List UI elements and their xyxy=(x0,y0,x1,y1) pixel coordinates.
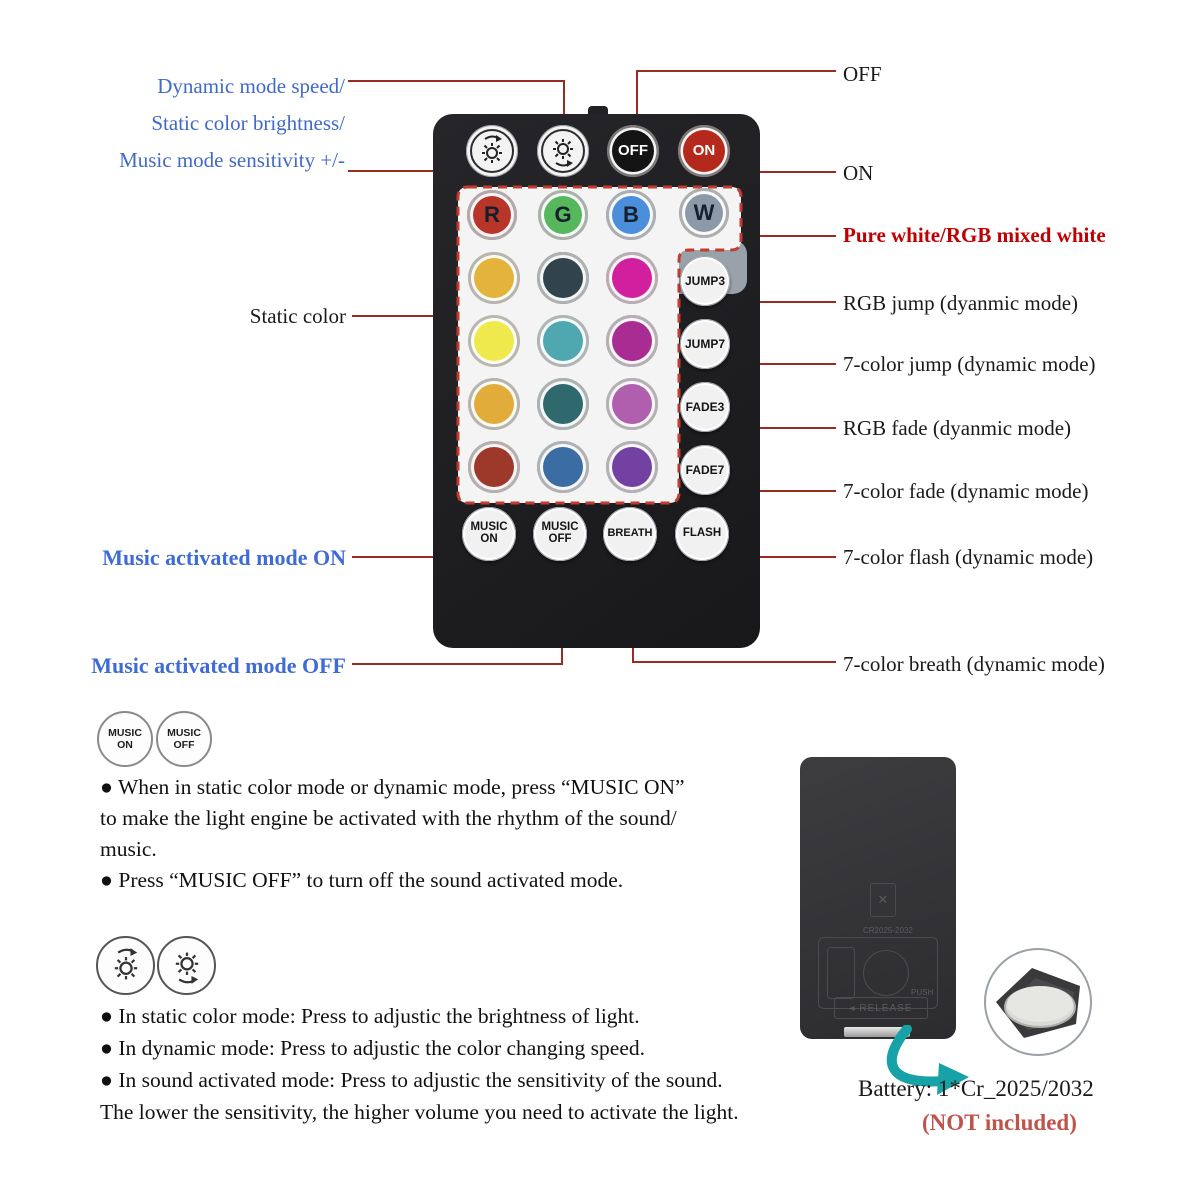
on-button: ON xyxy=(678,125,730,177)
color-swatch-r5c2 xyxy=(537,441,589,493)
w-button: W xyxy=(679,188,729,238)
color-swatch-r2c1 xyxy=(468,252,520,304)
off-button: OFF xyxy=(607,125,659,177)
battery-not-included-text: (NOT included) xyxy=(922,1110,1077,1135)
brightness-instruction-line4: The lower the sensitivity, the higher volume you need to activate the light. xyxy=(100,1100,739,1124)
r-button: R xyxy=(467,190,517,240)
jump3-button: JUMP3 xyxy=(680,256,730,306)
brightness-down-legend-icon xyxy=(157,936,216,995)
music-on-button-line2: ON xyxy=(480,533,498,545)
annotation-7color-fade: 7-color fade (dynamic mode) xyxy=(843,479,1089,503)
annotation-top-left-line2: Static color brightness/ xyxy=(151,111,345,135)
leader-line-breath-h xyxy=(632,661,836,663)
music-instruction-line2: to make the light engine be activated with the rhythm of the sound/ xyxy=(100,806,677,830)
music-off-icon-line1: MUSIC xyxy=(167,727,201,739)
battery-spec-text: Battery: 1*Cr_2025/2032 xyxy=(858,1076,1094,1101)
annotation-7color-jump: 7-color jump (dynamic mode) xyxy=(843,352,1096,376)
remote-back xyxy=(800,757,956,1039)
music-off-button-line1: MUSIC xyxy=(541,521,579,534)
brightness-instruction-line1: ● In static color mode: Press to adjustic the brightness of light. xyxy=(100,1004,640,1028)
music-on-icon-line1: MUSIC xyxy=(108,727,142,739)
brightness-instruction-line3: ● In sound activated mode: Press to adjustic the sensitivity of the sound. xyxy=(100,1068,723,1092)
leader-line-off-h xyxy=(636,70,836,72)
color-swatch-r5c1 xyxy=(468,441,520,493)
color-swatch-r4c3 xyxy=(606,378,658,430)
remote-front xyxy=(433,114,760,648)
music-instruction-line4: ● Press “MUSIC OFF” to turn off the sound activated mode. xyxy=(100,868,624,892)
music-off-button xyxy=(533,507,587,561)
brightness-instruction-line2: ● In dynamic mode: Press to adjustic the color changing speed. xyxy=(100,1036,645,1060)
music-on-button xyxy=(462,507,516,561)
g-button: G xyxy=(538,190,588,240)
flash-button: FLASH xyxy=(675,507,729,561)
music-instructions xyxy=(100,772,800,896)
color-swatch-r2c3 xyxy=(606,252,658,304)
annotation-7color-flash: 7-color flash (dynamic mode) xyxy=(843,545,1094,569)
color-swatch-r3c2 xyxy=(537,315,589,367)
battery-tray-inset xyxy=(984,948,1092,1056)
battery-coin-outline xyxy=(863,950,909,996)
annotation-off: OFF xyxy=(843,62,882,86)
annotation-7color-breath: 7-color breath (dynamic mode) xyxy=(843,652,1105,676)
back-push-text: PUSH xyxy=(911,988,934,997)
annotation-rgb-jump: RGB jump (dyanmic mode) xyxy=(843,291,1079,315)
battery-latch-outline xyxy=(827,947,855,999)
fade3-button: FADE3 xyxy=(680,382,730,432)
brightness-up-button xyxy=(466,125,518,177)
brightness-down-button xyxy=(537,125,589,177)
annotation-top-left-line1: Dynamic mode speed/ xyxy=(157,74,345,98)
color-swatch-r3c1 xyxy=(468,315,520,367)
music-instruction-line1: ● When in static color mode or dynamic mode, press “MUSIC ON” xyxy=(100,775,685,799)
annotation-static-color: Static color xyxy=(249,304,346,328)
fade7-button: FADE7 xyxy=(680,445,730,495)
crossed-bin-icon: ✕ xyxy=(870,883,896,917)
brightness-down-ring xyxy=(541,129,585,173)
leader-line-music-off-h xyxy=(352,663,563,665)
music-off-button-line2: OFF xyxy=(548,533,572,545)
back-model-text: CR2025-2032 xyxy=(863,926,913,935)
music-instruction-line3: music. xyxy=(100,837,157,861)
brightness-instructions xyxy=(100,1000,830,1128)
release-label: ◂ RELEASE xyxy=(834,997,928,1019)
leader-line-speed-h xyxy=(348,80,565,82)
annotation-on: ON xyxy=(843,161,874,185)
annotation-music-on: Music activated mode ON xyxy=(102,545,346,570)
annotation-top-left-line3: Music mode sensitivity +/- xyxy=(119,148,345,172)
annotation-music-off: Music activated mode OFF xyxy=(91,653,346,678)
annotation-rgb-fade: RGB fade (dyanmic mode) xyxy=(843,416,1072,440)
color-swatch-r5c3 xyxy=(606,441,658,493)
b-button: B xyxy=(606,190,656,240)
color-swatch-r2c2 xyxy=(537,252,589,304)
music-on-button-line1: MUSIC xyxy=(470,521,508,534)
music-on-icon xyxy=(97,711,153,767)
breath-button: BREATH xyxy=(603,507,657,561)
music-off-icon-line2: OFF xyxy=(173,739,195,751)
brightness-up-legend-icon xyxy=(96,936,155,995)
battery-tray-graphic xyxy=(986,950,1090,1054)
color-swatch-r4c1 xyxy=(468,378,520,430)
music-off-icon xyxy=(156,711,212,767)
jump7-button: JUMP7 xyxy=(680,319,730,369)
brightness-up-ring xyxy=(470,129,514,173)
music-on-icon-line2: ON xyxy=(117,739,133,751)
annotation-pure-white: Pure white/RGB mixed white xyxy=(843,223,1106,247)
color-swatch-r4c2 xyxy=(537,378,589,430)
color-swatch-r3c3 xyxy=(606,315,658,367)
